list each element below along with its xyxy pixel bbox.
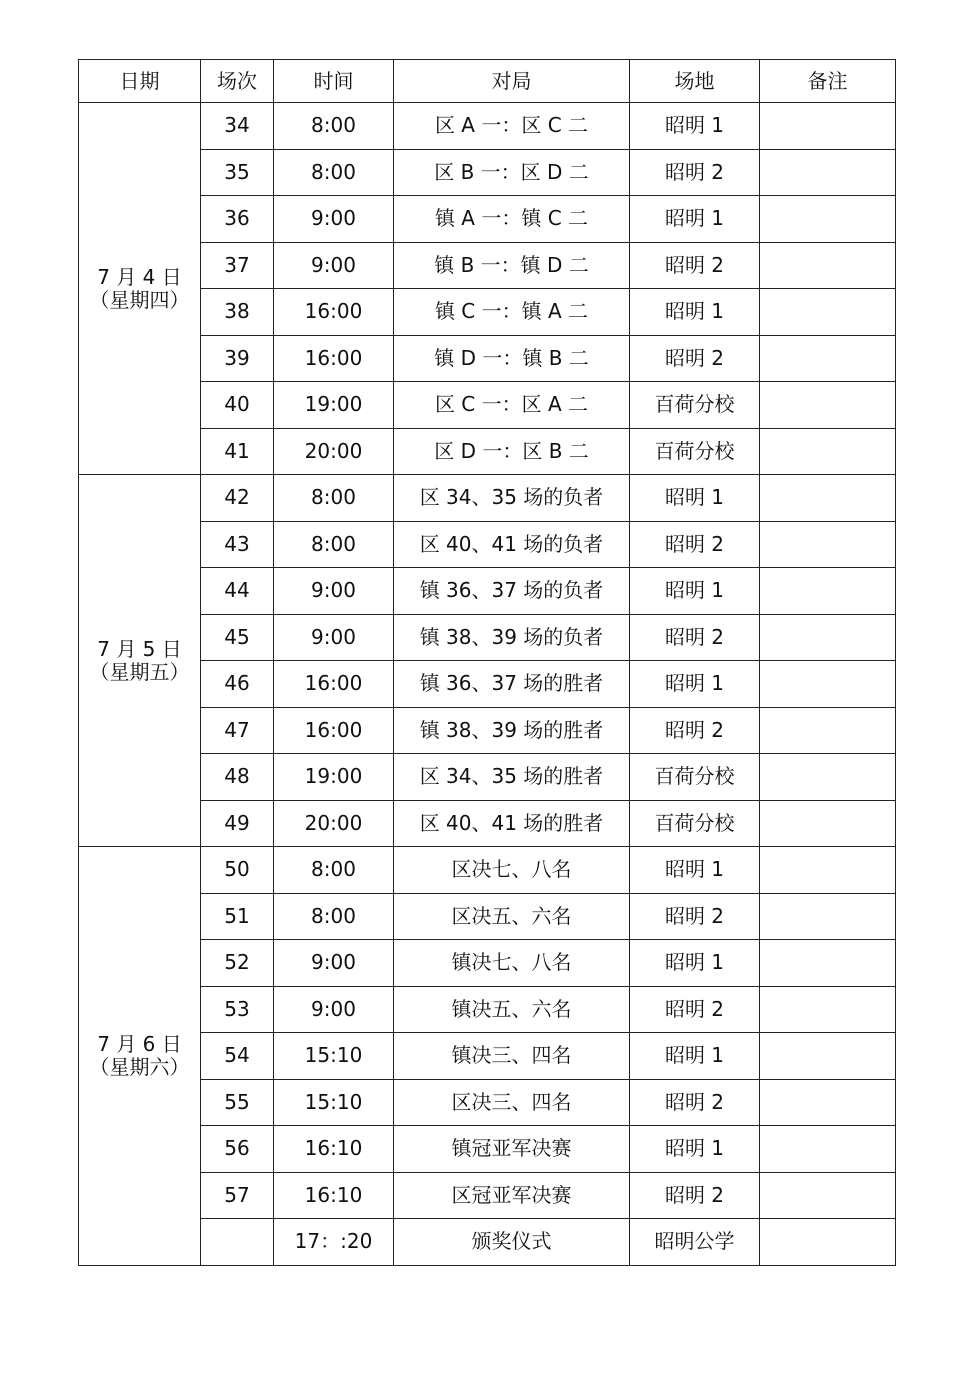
table-row bbox=[79, 614, 896, 661]
matchup-cell: 区 40、41 场的负者 bbox=[394, 521, 630, 568]
time-cell: 8:00 bbox=[274, 521, 394, 568]
time-cell: 8:00 bbox=[274, 149, 394, 196]
note-cell bbox=[760, 986, 896, 1033]
time-cell: 16:00 bbox=[274, 289, 394, 336]
match-number-cell: 34 bbox=[201, 103, 274, 150]
matchup-cell: 区 40、41 场的胜者 bbox=[394, 800, 630, 847]
table-row bbox=[79, 1172, 896, 1219]
matchup-cell: 镇 A 一：镇 C 二 bbox=[394, 196, 630, 243]
time-cell: 9:00 bbox=[274, 242, 394, 289]
note-cell bbox=[760, 428, 896, 475]
table-row bbox=[79, 289, 896, 336]
matchup-cell: 镇决五、六名 bbox=[394, 986, 630, 1033]
time-cell: 8:00 bbox=[274, 103, 394, 150]
match-number-cell: 53 bbox=[201, 986, 274, 1033]
matchup-cell: 镇 36、37 场的负者 bbox=[394, 568, 630, 615]
time-cell: 9:00 bbox=[274, 196, 394, 243]
date-label: 7 月 6 日 bbox=[97, 1031, 182, 1056]
time-cell: 15:10 bbox=[274, 1079, 394, 1126]
note-cell bbox=[760, 754, 896, 801]
time-cell: 9:00 bbox=[274, 568, 394, 615]
venue-cell: 昭明 1 bbox=[630, 103, 760, 150]
header-note: 备注 bbox=[760, 60, 896, 103]
table-row bbox=[79, 707, 896, 754]
table-row bbox=[79, 847, 896, 894]
venue-cell: 昭明 2 bbox=[630, 242, 760, 289]
note-cell bbox=[760, 196, 896, 243]
time-cell: 20:00 bbox=[274, 428, 394, 475]
match-number-cell: 49 bbox=[201, 800, 274, 847]
matchup-cell: 镇 36、37 场的胜者 bbox=[394, 661, 630, 708]
table-row bbox=[79, 986, 896, 1033]
table-row bbox=[79, 335, 896, 382]
venue-cell: 昭明 2 bbox=[630, 149, 760, 196]
venue-cell: 昭明 2 bbox=[630, 893, 760, 940]
match-number-cell: 52 bbox=[201, 940, 274, 987]
matchup-cell: 镇 B 一：镇 D 二 bbox=[394, 242, 630, 289]
matchup-cell: 区决三、四名 bbox=[394, 1079, 630, 1126]
time-cell: 9:00 bbox=[274, 614, 394, 661]
match-number-cell: 40 bbox=[201, 382, 274, 429]
matchup-cell: 区决五、六名 bbox=[394, 893, 630, 940]
match-number-cell bbox=[201, 1219, 274, 1266]
header-matchup: 对局 bbox=[394, 60, 630, 103]
match-number-cell: 37 bbox=[201, 242, 274, 289]
date-label: 7 月 4 日 bbox=[97, 264, 182, 289]
header-time: 时间 bbox=[274, 60, 394, 103]
table-row bbox=[79, 428, 896, 475]
match-number-cell: 57 bbox=[201, 1172, 274, 1219]
note-cell bbox=[760, 1126, 896, 1173]
match-number-cell: 38 bbox=[201, 289, 274, 336]
note-cell bbox=[760, 1219, 896, 1266]
match-number-cell: 39 bbox=[201, 335, 274, 382]
table-row bbox=[79, 242, 896, 289]
table-row bbox=[79, 521, 896, 568]
venue-cell: 昭明 2 bbox=[630, 521, 760, 568]
venue-cell: 百荷分校 bbox=[630, 800, 760, 847]
venue-cell: 昭明 2 bbox=[630, 986, 760, 1033]
weekday-label: （星期六） bbox=[89, 1054, 190, 1079]
table-row bbox=[79, 103, 896, 150]
time-cell: 16:10 bbox=[274, 1126, 394, 1173]
match-number-cell: 51 bbox=[201, 893, 274, 940]
time-cell: 16:00 bbox=[274, 335, 394, 382]
match-number-cell: 42 bbox=[201, 475, 274, 522]
note-cell bbox=[760, 661, 896, 708]
date-label: 7 月 5 日 bbox=[97, 636, 182, 661]
matchup-cell: 区 34、35 场的负者 bbox=[394, 475, 630, 522]
time-cell: 15:10 bbox=[274, 1033, 394, 1080]
table-row bbox=[79, 1126, 896, 1173]
match-number-cell: 47 bbox=[201, 707, 274, 754]
weekday-label: （星期四） bbox=[89, 287, 190, 312]
venue-cell: 昭明 2 bbox=[630, 1079, 760, 1126]
note-cell bbox=[760, 1079, 896, 1126]
matchup-cell: 区 C 一：区 A 二 bbox=[394, 382, 630, 429]
match-number-cell: 56 bbox=[201, 1126, 274, 1173]
matchup-cell: 镇冠亚军决赛 bbox=[394, 1126, 630, 1173]
match-number-cell: 45 bbox=[201, 614, 274, 661]
note-cell bbox=[760, 475, 896, 522]
match-number-cell: 46 bbox=[201, 661, 274, 708]
venue-cell: 昭明 1 bbox=[630, 1126, 760, 1173]
matchup-cell: 镇 D 一：镇 B 二 bbox=[394, 335, 630, 382]
venue-cell: 百荷分校 bbox=[630, 754, 760, 801]
table-row bbox=[79, 1033, 896, 1080]
schedule-body bbox=[79, 103, 896, 1266]
venue-cell: 昭明 1 bbox=[630, 1033, 760, 1080]
match-number-cell: 35 bbox=[201, 149, 274, 196]
venue-cell: 昭明 1 bbox=[630, 568, 760, 615]
note-cell bbox=[760, 614, 896, 661]
time-cell: 17：:20 bbox=[274, 1219, 394, 1266]
table-row bbox=[79, 754, 896, 801]
matchup-cell: 区 A 一：区 C 二 bbox=[394, 103, 630, 150]
note-cell bbox=[760, 289, 896, 336]
note-cell bbox=[760, 1172, 896, 1219]
note-cell bbox=[760, 800, 896, 847]
match-number-cell: 54 bbox=[201, 1033, 274, 1080]
table-row bbox=[79, 893, 896, 940]
time-cell: 9:00 bbox=[274, 986, 394, 1033]
venue-cell: 百荷分校 bbox=[630, 428, 760, 475]
note-cell bbox=[760, 847, 896, 894]
time-cell: 9:00 bbox=[274, 940, 394, 987]
time-cell: 19:00 bbox=[274, 754, 394, 801]
note-cell bbox=[760, 940, 896, 987]
table-row bbox=[79, 1219, 896, 1266]
table-row bbox=[79, 1079, 896, 1126]
time-cell: 8:00 bbox=[274, 893, 394, 940]
matchup-cell: 镇 38、39 场的负者 bbox=[394, 614, 630, 661]
match-number-cell: 43 bbox=[201, 521, 274, 568]
time-cell: 16:00 bbox=[274, 661, 394, 708]
header-row bbox=[79, 60, 896, 103]
note-cell bbox=[760, 103, 896, 150]
weekday-label: （星期五） bbox=[89, 659, 190, 684]
note-cell bbox=[760, 335, 896, 382]
time-cell: 16:00 bbox=[274, 707, 394, 754]
matchup-cell: 区 34、35 场的胜者 bbox=[394, 754, 630, 801]
header-venue: 场地 bbox=[630, 60, 760, 103]
table-row bbox=[79, 568, 896, 615]
matchup-cell: 颁奖仪式 bbox=[394, 1219, 630, 1266]
schedule-table bbox=[78, 59, 896, 1266]
venue-cell: 昭明 1 bbox=[630, 847, 760, 894]
table-row bbox=[79, 149, 896, 196]
time-cell: 16:10 bbox=[274, 1172, 394, 1219]
venue-cell: 百荷分校 bbox=[630, 382, 760, 429]
venue-cell: 昭明 1 bbox=[630, 661, 760, 708]
time-cell: 20:00 bbox=[274, 800, 394, 847]
header-date: 日期 bbox=[79, 60, 201, 103]
table-row bbox=[79, 661, 896, 708]
time-cell: 8:00 bbox=[274, 847, 394, 894]
matchup-cell: 镇 38、39 场的胜者 bbox=[394, 707, 630, 754]
venue-cell: 昭明 1 bbox=[630, 940, 760, 987]
matchup-cell: 镇决三、四名 bbox=[394, 1033, 630, 1080]
venue-cell: 昭明 1 bbox=[630, 475, 760, 522]
venue-cell: 昭明 2 bbox=[630, 335, 760, 382]
matchup-cell: 镇 C 一：镇 A 二 bbox=[394, 289, 630, 336]
note-cell bbox=[760, 242, 896, 289]
date-cell bbox=[79, 847, 201, 1266]
table-row bbox=[79, 382, 896, 429]
table-row bbox=[79, 196, 896, 243]
note-cell bbox=[760, 382, 896, 429]
match-number-cell: 55 bbox=[201, 1079, 274, 1126]
venue-cell: 昭明公学 bbox=[630, 1219, 760, 1266]
match-number-cell: 44 bbox=[201, 568, 274, 615]
venue-cell: 昭明 2 bbox=[630, 1172, 760, 1219]
table-row bbox=[79, 800, 896, 847]
matchup-cell: 镇决七、八名 bbox=[394, 940, 630, 987]
note-cell bbox=[760, 568, 896, 615]
note-cell bbox=[760, 707, 896, 754]
matchup-cell: 区 D 一：区 B 二 bbox=[394, 428, 630, 475]
note-cell bbox=[760, 893, 896, 940]
date-cell bbox=[79, 103, 201, 475]
header-match-no: 场次 bbox=[201, 60, 274, 103]
match-number-cell: 41 bbox=[201, 428, 274, 475]
matchup-cell: 区 B 一：区 D 二 bbox=[394, 149, 630, 196]
match-number-cell: 50 bbox=[201, 847, 274, 894]
matchup-cell: 区冠亚军决赛 bbox=[394, 1172, 630, 1219]
note-cell bbox=[760, 1033, 896, 1080]
note-cell bbox=[760, 149, 896, 196]
date-cell bbox=[79, 475, 201, 847]
match-number-cell: 36 bbox=[201, 196, 274, 243]
table-row bbox=[79, 475, 896, 522]
venue-cell: 昭明 2 bbox=[630, 614, 760, 661]
venue-cell: 昭明 1 bbox=[630, 289, 760, 336]
match-number-cell: 48 bbox=[201, 754, 274, 801]
matchup-cell: 区决七、八名 bbox=[394, 847, 630, 894]
table-row bbox=[79, 940, 896, 987]
time-cell: 8:00 bbox=[274, 475, 394, 522]
note-cell bbox=[760, 521, 896, 568]
venue-cell: 昭明 1 bbox=[630, 196, 760, 243]
venue-cell: 昭明 2 bbox=[630, 707, 760, 754]
time-cell: 19:00 bbox=[274, 382, 394, 429]
